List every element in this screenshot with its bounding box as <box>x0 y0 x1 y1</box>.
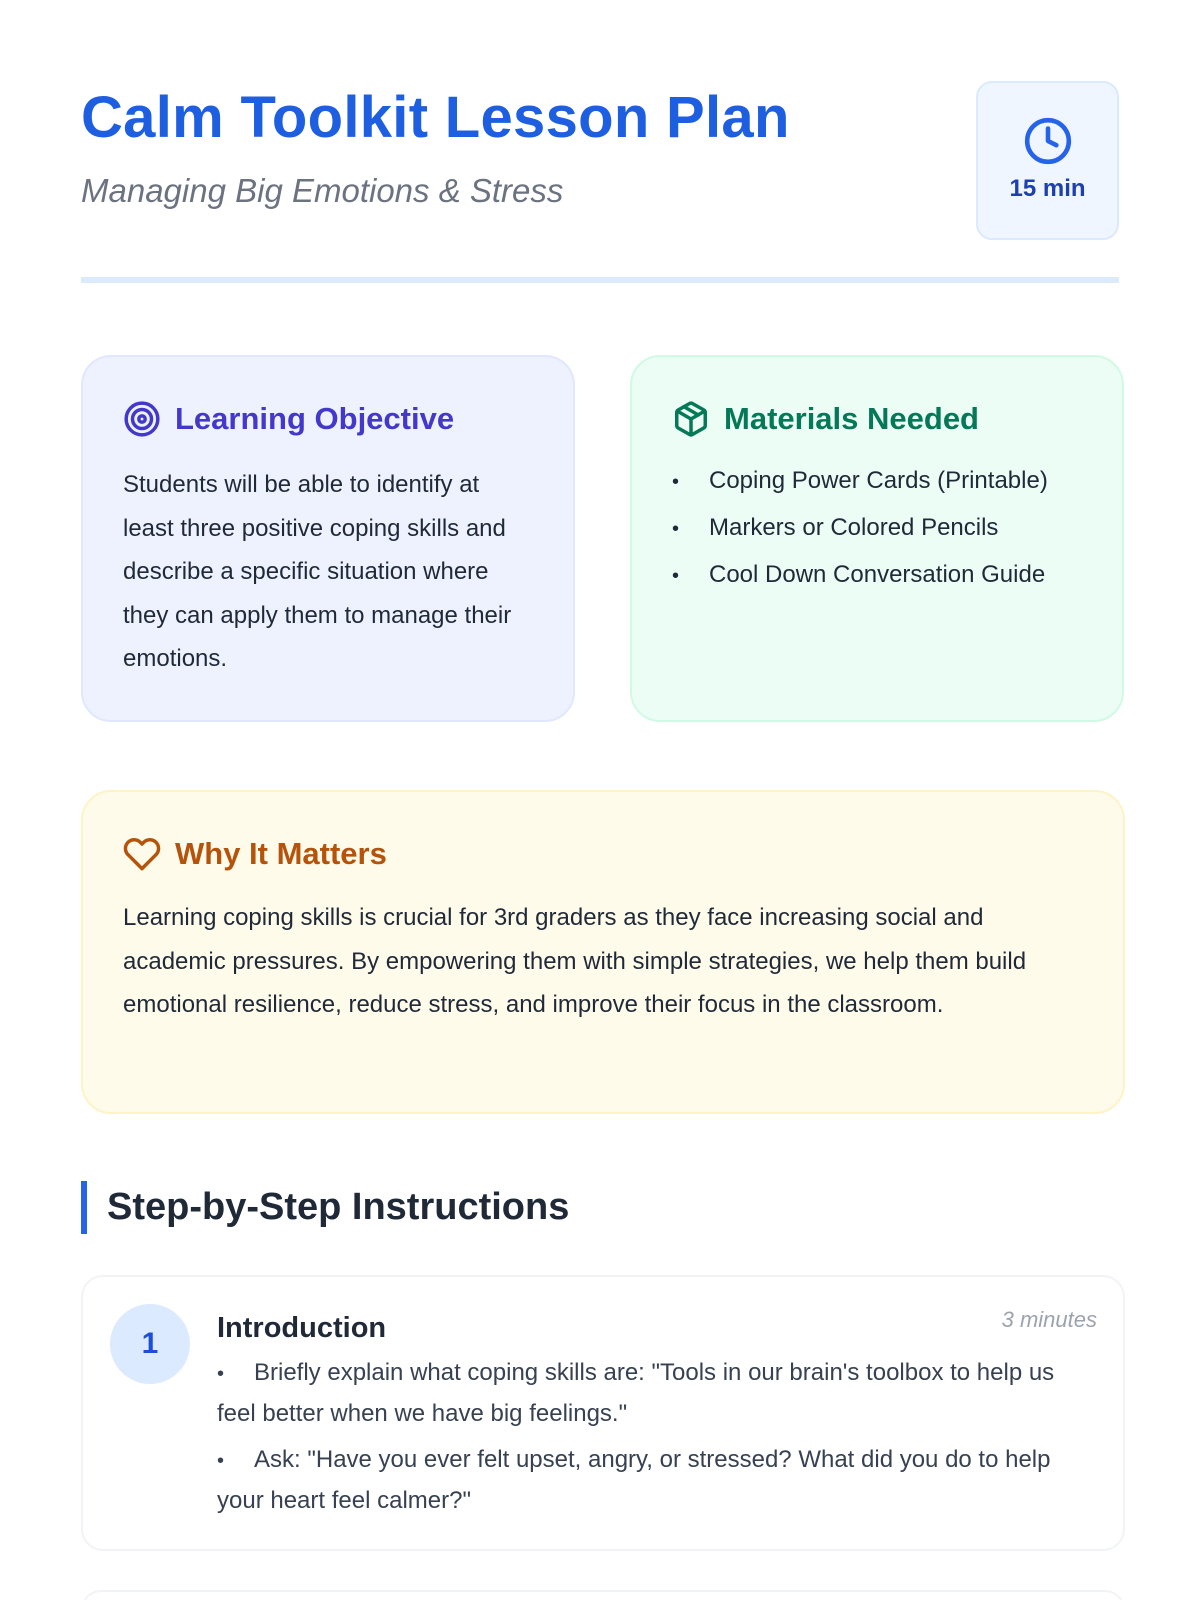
bullet-icon: • <box>217 1450 225 1472</box>
bullet-icon: • <box>672 471 680 493</box>
bullet-icon: • <box>672 565 680 587</box>
page-title: Calm Toolkit Lesson Plan <box>81 85 790 150</box>
objective-text: Students will be able to identify at least three positive coping skills and describe a specific situation where they can apply them to manage their emotions. <box>123 471 512 672</box>
step-title: Introduction <box>217 1312 387 1344</box>
list-item: • Briefly explain what coping skills are: "Tools in our brain's toolbox to help us feel better when we have big feelings." <box>217 1353 1097 1434</box>
heart-icon <box>123 835 161 873</box>
overview-cards <box>81 355 1125 722</box>
duration-badge <box>976 81 1119 240</box>
list-item: • Ask: "Have you ever felt upset, angry, or stressed? What did you do to help your heart feel calmer?" <box>217 1440 1097 1521</box>
why-it-matters-card <box>81 790 1125 1114</box>
list-item: • Coping Power Cards (Printable) <box>672 461 1082 502</box>
why-title: Why It Matters <box>175 836 387 871</box>
clock-icon <box>1023 116 1073 166</box>
target-icon <box>123 400 161 438</box>
package-icon <box>672 400 710 438</box>
list-item: • Markers or Colored Pencils <box>672 508 1082 549</box>
materials-list <box>672 461 1082 596</box>
materials-card-header <box>672 397 1082 441</box>
step-duration: 3 minutes <box>1001 1307 1097 1332</box>
objective-title: Learning Objective <box>175 401 455 436</box>
step-points <box>217 1353 1097 1527</box>
why-text: Learning coping skills is crucial for 3rd graders as they face increasing social and academic pressures. By empowering them with simple strategies, we help them build emotional resilience, reduce stress, and improve their focus in the classroom. <box>123 904 1027 1018</box>
duration-label: 15 min <box>1009 175 1086 202</box>
lesson-header <box>81 0 1119 283</box>
bullet-icon: • <box>217 1363 225 1385</box>
why-card-header <box>123 832 1083 876</box>
step-number-badge: 1 <box>110 1304 190 1384</box>
next-step-card <box>81 1590 1125 1600</box>
learning-objective-card <box>81 355 575 722</box>
materials-card <box>630 355 1124 722</box>
step-card <box>81 1275 1125 1551</box>
bullet-icon: • <box>672 518 680 540</box>
objective-card-header <box>123 397 533 441</box>
instructions-heading: Step-by-Step Instructions <box>81 1181 569 1234</box>
materials-title: Materials Needed <box>724 401 979 436</box>
page-subtitle: Managing Big Emotions & Stress <box>81 172 564 209</box>
list-item: • Cool Down Conversation Guide <box>672 555 1082 596</box>
